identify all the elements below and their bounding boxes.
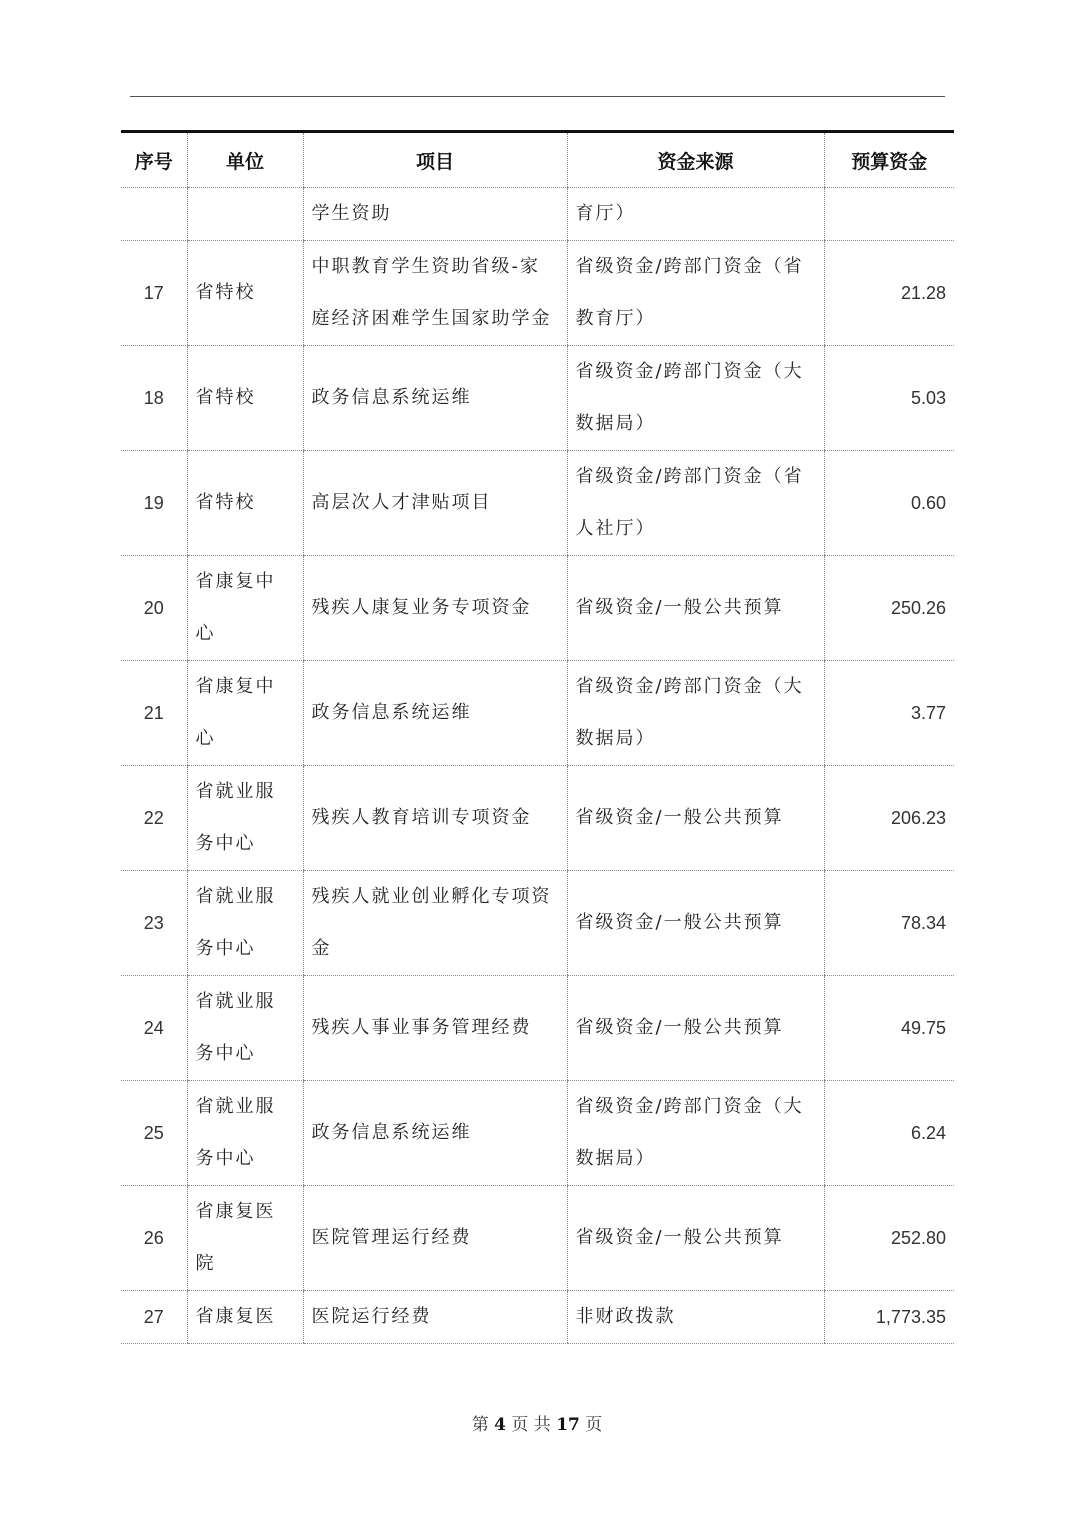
cell-source: 省级资金/一般公共预算 [567, 556, 824, 661]
table-row [121, 766, 954, 871]
cell-no: 27 [121, 1291, 187, 1344]
cell-no: 25 [121, 1081, 187, 1186]
table-row [121, 976, 954, 1081]
cell-no: 17 [121, 241, 187, 346]
cell-source: 省级资金/一般公共预算 [567, 976, 824, 1081]
cell-no: 22 [121, 766, 187, 871]
cell-amount: 78.34 [824, 871, 954, 976]
footer-total-pages: 17 [556, 1415, 580, 1435]
header-project: 项目 [303, 132, 567, 188]
cell-source: 省级资金/跨部门资金（省教育厅） [567, 241, 824, 346]
header-source: 资金来源 [567, 132, 824, 188]
cell-amount: 252.80 [824, 1186, 954, 1291]
table-row [121, 1081, 954, 1186]
table-header-row [121, 132, 954, 188]
header-no: 序号 [121, 132, 187, 188]
cell-project: 医院管理运行经费 [303, 1186, 567, 1291]
cell-unit: 省康复医 [187, 1291, 303, 1344]
cell-unit: 省就业服务中心 [187, 1081, 303, 1186]
header-rule [130, 96, 945, 97]
cell-amount: 1,773.35 [824, 1291, 954, 1344]
page-footer [0, 1410, 1074, 1435]
cell-unit: 省就业服务中心 [187, 871, 303, 976]
cell-no: 21 [121, 661, 187, 766]
cell-unit: 省康复中心 [187, 661, 303, 766]
cell-project: 残疾人教育培训专项资金 [303, 766, 567, 871]
cell-source: 省级资金/跨部门资金（大数据局） [567, 661, 824, 766]
cell-source: 省级资金/一般公共预算 [567, 871, 824, 976]
cell-amount: 49.75 [824, 976, 954, 1081]
cell-unit: 省特校 [187, 451, 303, 556]
cell-no: 24 [121, 976, 187, 1081]
footer-suffix: 页 [585, 1415, 603, 1435]
table-row [121, 1291, 954, 1344]
cell-project: 中职教育学生资助省级-家庭经济困难学生国家助学金 [303, 241, 567, 346]
cell-source: 省级资金/一般公共预算 [567, 1186, 824, 1291]
cell-no: 20 [121, 556, 187, 661]
cell-no [121, 188, 187, 241]
budget-table [121, 130, 954, 1344]
cell-project: 残疾人就业创业孵化专项资金 [303, 871, 567, 976]
cell-project: 政务信息系统运维 [303, 346, 567, 451]
cell-source: 省级资金/一般公共预算 [567, 766, 824, 871]
cell-unit: 省就业服务中心 [187, 976, 303, 1081]
table-row [121, 188, 954, 241]
table-row [121, 871, 954, 976]
cell-amount: 250.26 [824, 556, 954, 661]
cell-source: 育厅） [567, 188, 824, 241]
cell-source: 省级资金/跨部门资金（省人社厅） [567, 451, 824, 556]
cell-amount: 5.03 [824, 346, 954, 451]
cell-no: 26 [121, 1186, 187, 1291]
cell-project: 高层次人才津贴项目 [303, 451, 567, 556]
table-row [121, 346, 954, 451]
cell-source: 省级资金/跨部门资金（大数据局） [567, 1081, 824, 1186]
cell-unit: 省特校 [187, 346, 303, 451]
cell-no: 23 [121, 871, 187, 976]
table-row [121, 241, 954, 346]
table-row [121, 556, 954, 661]
cell-project: 残疾人康复业务专项资金 [303, 556, 567, 661]
cell-no: 18 [121, 346, 187, 451]
cell-amount: 3.77 [824, 661, 954, 766]
table-row [121, 1186, 954, 1291]
cell-amount [824, 188, 954, 241]
header-unit: 单位 [187, 132, 303, 188]
cell-unit [187, 188, 303, 241]
cell-project: 政务信息系统运维 [303, 661, 567, 766]
header-amount: 预算资金 [824, 132, 954, 188]
cell-project: 学生资助 [303, 188, 567, 241]
cell-source: 省级资金/跨部门资金（大数据局） [567, 346, 824, 451]
cell-project: 残疾人事业事务管理经费 [303, 976, 567, 1081]
cell-project: 医院运行经费 [303, 1291, 567, 1344]
cell-source: 非财政拨款 [567, 1291, 824, 1344]
table-row [121, 661, 954, 766]
footer-prefix: 第 [471, 1415, 489, 1435]
cell-amount: 206.23 [824, 766, 954, 871]
cell-unit: 省特校 [187, 241, 303, 346]
cell-unit: 省就业服务中心 [187, 766, 303, 871]
cell-unit: 省康复医院 [187, 1186, 303, 1291]
cell-amount: 0.60 [824, 451, 954, 556]
cell-project: 政务信息系统运维 [303, 1081, 567, 1186]
cell-no: 19 [121, 451, 187, 556]
cell-unit: 省康复中心 [187, 556, 303, 661]
footer-middle: 页 共 [511, 1415, 551, 1435]
footer-page-number: 4 [494, 1415, 506, 1435]
cell-amount: 21.28 [824, 241, 954, 346]
cell-amount: 6.24 [824, 1081, 954, 1186]
table-row [121, 451, 954, 556]
